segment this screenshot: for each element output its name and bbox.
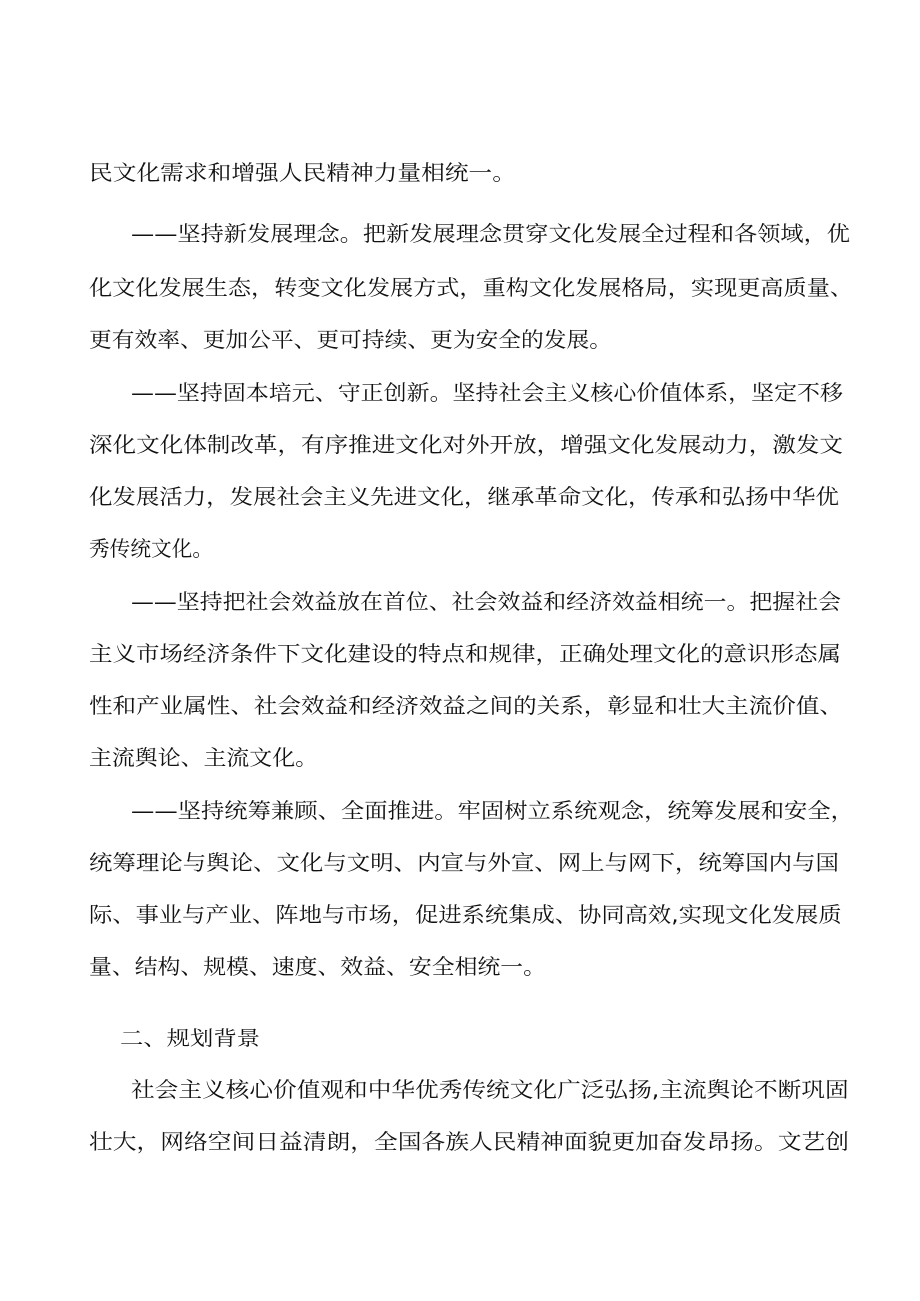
text-line: 社会主义核心价值观和中华优秀传统文化广泛弘扬,主流舆论不断巩固 <box>131 1078 849 1102</box>
text-line: 量、结构、规模、速度、效益、安全相统一。 <box>89 955 546 979</box>
text-line: ——坚持把社会效益放在首位、社会效益和经济效益相统一。把握社会 <box>131 590 841 614</box>
text-line: 民文化需求和增强人民精神力量相统一。 <box>89 161 516 185</box>
text-line: ——坚持统筹兼顾、全面推进。牢固树立系统观念，统筹发展和安全， <box>131 799 854 823</box>
text-line: 统筹理论与舆论、文化与文明、内宣与外宣、网上与网下，统筹国内与国 <box>89 851 839 875</box>
text-line: 化文化发展生态，转变文化发展方式，重构文化发展格局，实现更高质量、 <box>89 276 853 300</box>
section-heading: 二、规划背景 <box>120 1026 260 1050</box>
text-line: ——坚持固本培元、守正创新。坚持社会主义核心价值体系，坚定不移 <box>131 381 843 405</box>
text-line: 性和产业属性、社会效益和经济效益之间的关系，彰显和壮大主流价值、 <box>89 694 843 718</box>
text-line: 主流舆论、主流文化。 <box>89 746 318 770</box>
text-line: 化发展活力，发展社会主义先进文化，继承革命文化，传承和弘扬中华优 <box>89 485 839 509</box>
text-line: 主义市场经济条件下文化建设的特点和规律，正确处理文化的意识形态属 <box>89 642 841 666</box>
text-line: 更有效率、更加公平、更可持续、更为安全的发展。 <box>89 328 612 352</box>
text-line: 际、事业与产业、阵地与市场，促进系统集成、协同高效,实现文化发展质 <box>89 903 842 927</box>
text-line: 壮大，网络空间日益清朗，全国各族人民精神面貌更加奋发昂扬。文艺创 <box>89 1130 849 1154</box>
text-line: 秀传统文化。 <box>89 537 213 561</box>
text-line: 深化文化体制改革，有序推进文化对外开放，增强文化发展动力，激发文 <box>89 433 843 457</box>
text-line: ——坚持新发展理念。把新发展理念贯穿文化发展全过程和各领域，优 <box>131 222 850 246</box>
